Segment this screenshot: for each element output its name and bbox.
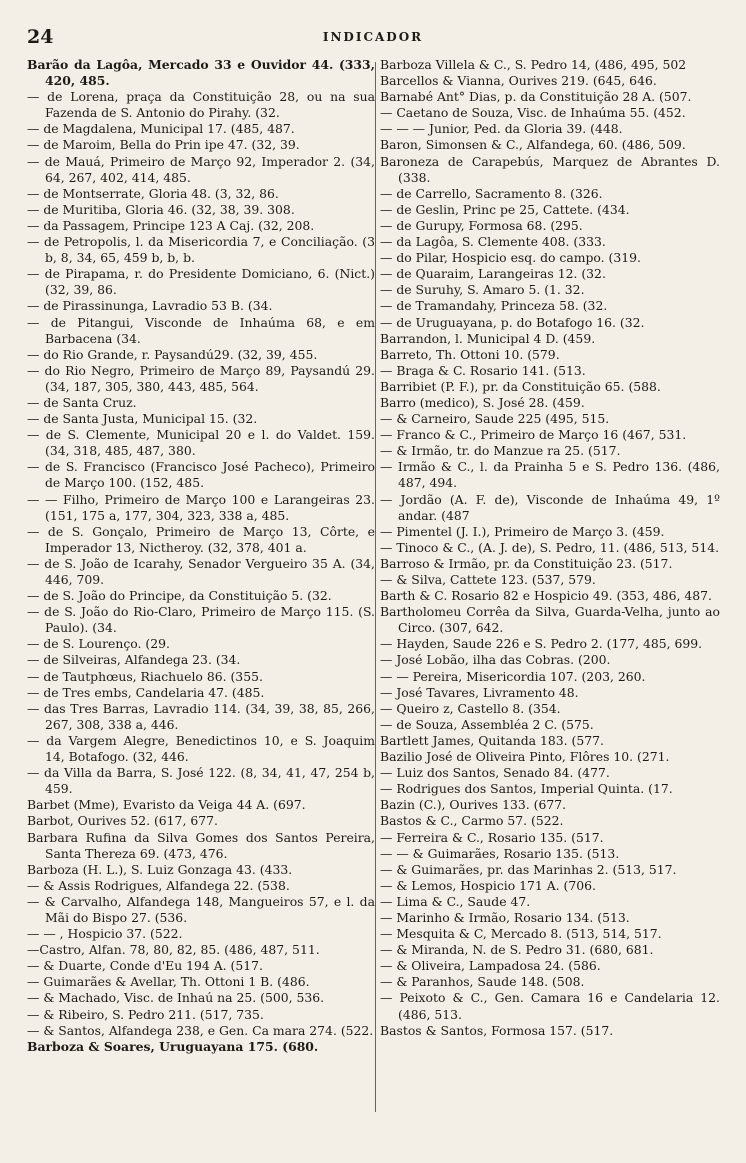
directory-entry: — de Mauá, Primeiro de Março 92, Imperador 2. (34, 64, 267, 402, 414, 485. xyxy=(27,153,375,185)
directory-entry: — de Santa Justa, Municipal 15. (32. xyxy=(27,411,258,427)
directory-entry: — de Carrello, Sacramento 8. (326. xyxy=(380,185,603,201)
directory-entry: — Braga & C. Rosario 141. (513. xyxy=(380,362,586,378)
directory-entry: — de Tres embs, Candelaria 47. (485. xyxy=(27,684,265,700)
directory-entry: — Queiro z, Castello 8. (354. xyxy=(380,700,561,716)
directory-entry: Baron, Simonsen & C., Alfandega, 60. (486, 509. xyxy=(380,137,686,153)
directory-entry: — José Tavares, Livramento 48. xyxy=(380,684,579,700)
directory-entry: — & Irmão, tr. do Manzue ra 25. (517. xyxy=(380,443,621,459)
directory-entry: — de Pirapama, r. do Presidente Domiciano, 6. (Nict.) (32, 39, 86. xyxy=(27,266,375,298)
column-divider xyxy=(375,62,376,1112)
directory-entry: Barbara Rufina da Silva Gomes dos Santos Pereira, Santa Thereza 69. (473, 476. xyxy=(27,829,375,861)
directory-entry: — de Maroim, Bella do Prin ipe 47. (32, 39. xyxy=(27,137,300,153)
directory-entry: — do Rio Negro, Primeiro de Março 89, Paysandú 29. (34, 187, 305, 380, 443, 485, 564. xyxy=(27,362,375,394)
directory-entry: — & Carvalho, Alfandega 148, Mangueiros 57, e l. da Mãi do Bispo 27. (536. xyxy=(27,893,375,925)
directory-entry: — de Magdalena, Municipal 17. (485, 487. xyxy=(27,121,295,137)
directory-entry: — Pimentel (J. I.), Primeiro de Março 3. (459. xyxy=(380,523,665,539)
directory-entry: — — — Junior, Ped. da Gloria 39. (448. xyxy=(380,121,623,137)
directory-entry: — Marinho & Irmão, Rosario 134. (513. xyxy=(380,909,630,925)
directory-entry: — de Gurupy, Formosa 68. (295. xyxy=(380,217,583,233)
directory-entry: Barrandon, l. Municipal 4 D. (459. xyxy=(380,330,596,346)
directory-entry: — de S. Francisco (Francisco José Pacheco), Primeiro de Março 100. (152, 485. xyxy=(27,459,375,491)
directory-entry: Bartholomeu Corrêa da Silva, Guarda-Velha, junto ao Circo. (307, 642. xyxy=(380,604,720,636)
directory-entry: — & Carneiro, Saude 225 (495, 515. xyxy=(380,411,610,427)
directory-entry: — de Pirassinunga, Lavradio 53 B. (34. xyxy=(27,298,273,314)
directory-entry: Barbot, Ourives 52. (617, 677. xyxy=(27,813,218,829)
directory-entry: — Caetano de Souza, Visc. de Inhaúma 55. (452. xyxy=(380,105,686,121)
directory-entry: — Franco & C., Primeiro de Março 16 (467, 531. xyxy=(380,427,687,443)
directory-entry: Bazilio José de Oliveira Pinto, Flôres 10. (271. xyxy=(380,749,670,765)
directory-entry: — & Duarte, Conde d'Eu 194 A. (517. xyxy=(27,958,263,974)
page-number: 24 xyxy=(27,26,54,48)
directory-entry: Barreto, Th. Ottoni 10. (579. xyxy=(380,346,560,362)
directory-entry: Barro (medico), S. José 28. (459. xyxy=(380,394,585,410)
directory-entry: — Peixoto & C., Gen. Camara 16 e Candelaria 12. (486, 513. xyxy=(380,990,720,1022)
directory-entry: — de Tramandahy, Princeza 58. (32. xyxy=(380,298,608,314)
directory-entry: — Ferreira & C., Rosario 135. (517. xyxy=(380,829,604,845)
directory-entry: —Castro, Alfan. 78, 80, 82, 85. (486, 487, 511. xyxy=(27,942,320,958)
directory-entry: — de S. João do Rio-Claro, Primeiro de Março 115. (S. Paulo). (34. xyxy=(27,604,375,636)
running-head-title: INDICADOR xyxy=(322,30,424,44)
directory-entry: — Luiz dos Santos, Senado 84. (477. xyxy=(380,765,610,781)
directory-entry: — & Miranda, N. de S. Pedro 31. (680, 681. xyxy=(380,942,654,958)
directory-entry: — — & Guimarães, Rosario 135. (513. xyxy=(380,845,620,861)
directory-entry: — de Geslin, Princ pe 25, Cattete. (434. xyxy=(380,201,630,217)
directory-entry: — Guimarães & Avellar, Th. Ottoni 1 B. (486. xyxy=(27,974,310,990)
directory-entry: — & Paranhos, Saude 148. (508. xyxy=(380,974,585,990)
directory-entry: Barboza Villela & C., S. Pedro 14, (486, 495, 502 xyxy=(380,57,687,72)
directory-entry: Barroso & Irmão, pr. da Constituição 23. (517. xyxy=(380,555,673,571)
directory-entry: — do Rio Grande, r. Paysandú29. (32, 39, 455. xyxy=(27,346,318,362)
directory-entry: — & Oliveira, Lampadosa 24. (586. xyxy=(380,958,601,974)
directory-entry: Barboza & Soares, Uruguayana 175. (680. xyxy=(27,1038,319,1054)
directory-entry: Barão da Lagôa, Mercado 33 e Ouvidor 44. (333, 420, 485. xyxy=(27,57,375,89)
directory-entry: — Hayden, Saude 226 e S. Pedro 2. (177, 485, 699. xyxy=(380,636,703,652)
right-column xyxy=(380,57,720,1039)
directory-entry: — Jordão (A. F. de), Visconde de Inhaúma 49, 1º andar. (487 xyxy=(380,491,720,523)
directory-entry: — da Lagôa, S. Clemente 408. (333. xyxy=(380,234,606,250)
directory-entry: — — Pereira, Misericordia 107. (203, 260. xyxy=(380,668,646,684)
directory-entry: — Mesquita & C, Mercado 8. (513, 514, 517. xyxy=(380,926,662,942)
directory-entry: — & Machado, Visc. de Inhaú na 25. (500, 536. xyxy=(27,990,325,1006)
directory-entry: — Lima & C., Saude 47. xyxy=(380,893,531,909)
directory-entry: — & Assis Rodrigues, Alfandega 22. (538. xyxy=(27,877,290,893)
directory-entry: — de S. Lourenço. (29. xyxy=(27,636,170,652)
directory-entry: — de Lorena, praça da Constituição 28, ou na sua Fazenda de S. Antonio do Pirahy. (32. xyxy=(27,89,375,121)
directory-entry: — de Montserrate, Gloria 48. (3, 32, 86. xyxy=(27,185,279,201)
directory-entry: — de Santa Cruz. xyxy=(27,394,137,410)
directory-entry: Barth & C. Rosario 82 e Hospicio 49. (353, 486, 487. xyxy=(380,588,712,604)
directory-entry: — Tinoco & C., (A. J. de), S. Pedro, 11. (486, 513, 514. xyxy=(380,539,720,555)
directory-entry: — & Silva, Cattete 123. (537, 579. xyxy=(380,572,596,587)
directory-entry: Bastos & C., Carmo 57. (522. xyxy=(380,813,564,829)
directory-entry: — de Petropolis, l. da Misericordia 7, e Conciliação. (3 b, 8, 34, 65, 459 b, b, b. xyxy=(27,234,375,266)
directory-entry: — do Pilar, Hospicio esq. do campo. (319. xyxy=(380,250,641,266)
directory-entry: Barbet (Mme), Evaristo da Veiga 44 A. (697. xyxy=(27,797,306,813)
directory-entry: — das Tres Barras, Lavradio 114. (34, 39, 38, 85, 266, 267, 308, 338 a, 446. xyxy=(27,700,375,732)
directory-entry: Barnabé Ant° Dias, p. da Constituição 28 A. (507. xyxy=(380,89,692,105)
directory-entry: — de Pitangui, Visconde de Inhaúma 68, e em Barbacena (34. xyxy=(27,314,375,346)
directory-entry: — — Filho, Primeiro de Março 100 e Larangeiras 23. (151, 175 a, 177, 304, 323, 338 a, 485. xyxy=(27,491,375,523)
directory-entry: Bartlett James, Quitanda 183. (577. xyxy=(380,732,604,748)
directory-entry: — de S. João de Icarahy, Senador Vergueiro 35 A. (34, 446, 709. xyxy=(27,555,375,587)
directory-entry: — de Souza, Assembléa 2 C. (575. xyxy=(380,716,594,732)
directory-entry: — de S. João do Principe, da Constituição 5. (32. xyxy=(27,588,332,604)
left-column xyxy=(27,57,375,1055)
directory-entry: Barboza (H. L.), S. Luiz Gonzaga 43. (433. xyxy=(27,861,293,877)
directory-entry: — de S. Clemente, Municipal 20 e l. do Valdet. 159. (34, 318, 485, 487, 380. xyxy=(27,427,375,459)
directory-entry: — de Quaraim, Larangeiras 12. (32. xyxy=(380,266,606,282)
directory-entry: — de Suruhy, S. Amaro 5. (1. 32. xyxy=(380,282,585,298)
directory-entry: Barcellos & Vianna, Ourives 219. (645, 646. xyxy=(380,73,657,89)
directory-entry: — & Santos, Alfandega 238, e Gen. Ca mara 274. (522. xyxy=(27,1022,374,1038)
directory-entry: — da Vargem Alegre, Benedictinos 10, e S. Joaquim 14, Botafogo. (32, 446. xyxy=(27,732,375,765)
directory-entry: — de Tautphœus, Riachuelo 86. (355. xyxy=(27,668,263,684)
directory-entry: — de Uruguayana, p. do Botafogo 16. (32. xyxy=(380,314,645,330)
directory-entry: — de Muritiba, Gloria 46. (32, 38, 39. 308. xyxy=(27,201,295,217)
directory-entry: Bazin (C.), Ourives 133. (677. xyxy=(380,797,567,813)
directory-entry: Barribiet (P. F.), pr. da Constituição 65. (588. xyxy=(380,378,661,394)
directory-entry: Bastos & Santos, Formosa 157. (517. xyxy=(380,1022,614,1038)
directory-entry: — Irmão & C., l. da Prainha 5 e S. Pedro 136. (486, 487, 494. xyxy=(380,459,720,491)
directory-entry: — da Passagem, Principe 123 A Caj. (32, 208. xyxy=(27,217,315,233)
directory-entry: — Rodrigues dos Santos, Imperial Quinta. (17. xyxy=(380,781,673,797)
directory-entry: — da Villa da Barra, S. José 122. (8, 34, 41, 47, 254 b, 459. xyxy=(27,765,375,797)
directory-entry: — José Lobão, ilha das Cobras. (200. xyxy=(380,652,611,668)
directory-entry: — & Ribeiro, S. Pedro 211. (517, 735. xyxy=(27,1006,264,1022)
directory-entry: — de Silveiras, Alfandega 23. (34. xyxy=(27,652,241,668)
directory-entry: — — , Hospicio 37. (522. xyxy=(27,926,183,942)
directory-entry: — & Guimarães, pr. das Marinhas 2. (513, 517. xyxy=(380,861,677,877)
directory-entry: Baroneza de Carapebús, Marquez de Abrantes D. (338. xyxy=(380,153,720,185)
directory-entry: — de S. Gonçalo, Primeiro de Março 13, Côrte, e Imperador 13, Nictheroy. (32, 378, 401 a. xyxy=(27,523,375,555)
directory-entry: — & Lemos, Hospicio 171 A. (706. xyxy=(380,877,596,893)
